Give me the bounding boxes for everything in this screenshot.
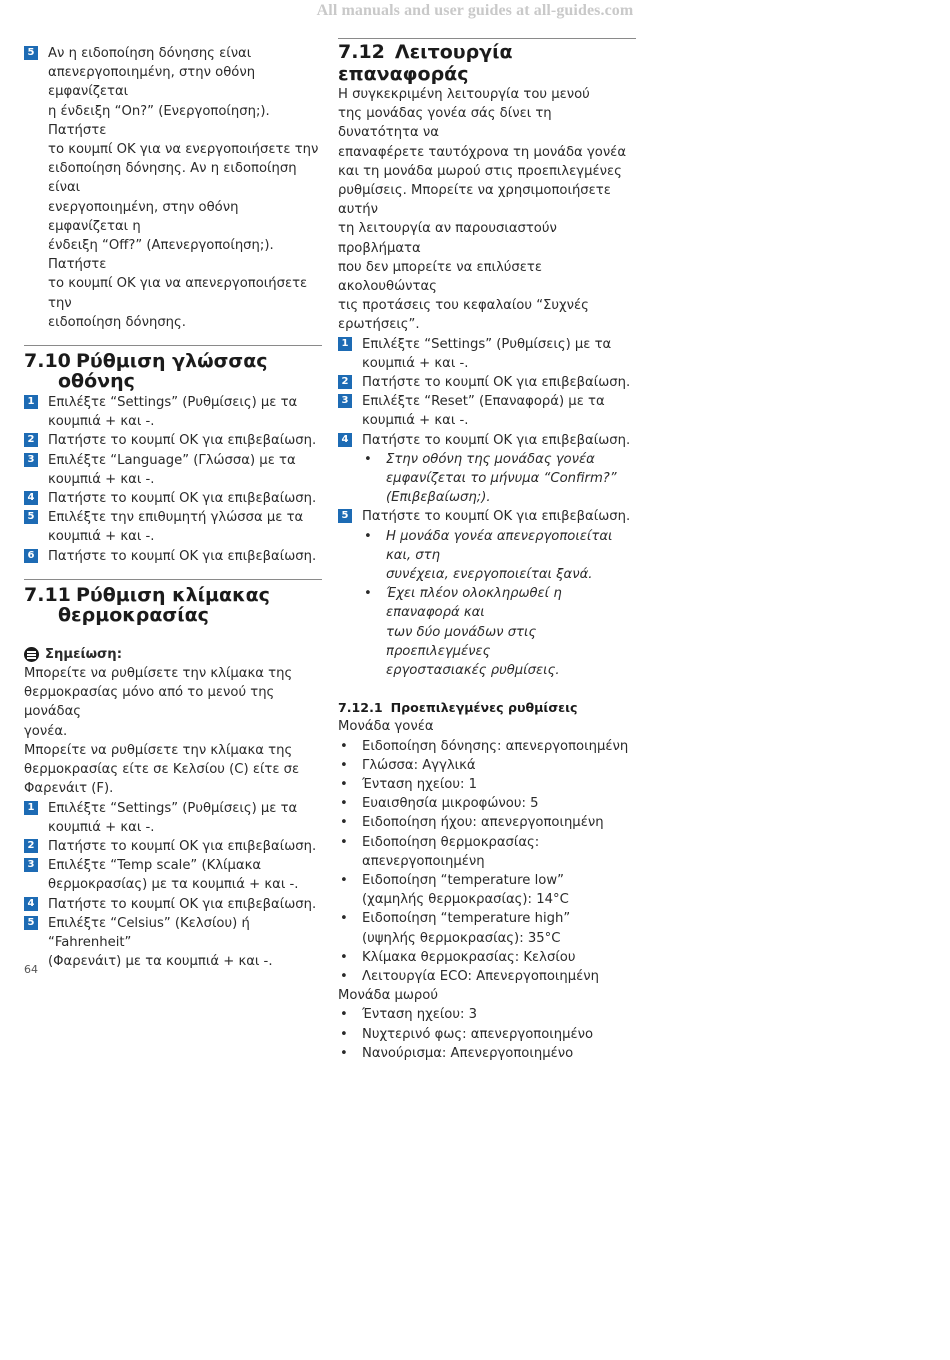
text-line: Ειδοποίηση δόνησης: απενεργοποιημένη (362, 738, 629, 754)
step-number-badge: 4 (24, 491, 38, 505)
list-item (338, 794, 636, 813)
step-item (24, 856, 322, 894)
step-item (338, 335, 636, 373)
text-line: Επιλέξτε “Temp scale” (Κλίμακα (48, 858, 262, 874)
bullet-marker: • (340, 738, 348, 754)
text-line: Νυχτερινό φως: απενεργοποιημένο (362, 1026, 594, 1042)
bullet-marker: • (340, 757, 348, 773)
text-line: κουμπιά + και -. (48, 471, 155, 487)
step-number-badge: 5 (24, 510, 38, 524)
section-title: Λειτουργία επαναφοράς (338, 41, 513, 85)
step-number-badge: 1 (24, 395, 38, 409)
text-line: ερωτήσεις”. (338, 317, 420, 333)
text-line: τη λειτουργία αν παρουσιαστούν προβλήματα (338, 221, 557, 256)
step-number-badge: 5 (24, 916, 38, 930)
step-item (24, 451, 322, 489)
text-line: γονέα. (24, 723, 68, 739)
text-line: Πατήστε το κουμπί OK για επιβεβαίωση. (362, 509, 631, 525)
bullet-marker: • (340, 776, 348, 792)
step-item (24, 895, 322, 914)
list-item (338, 967, 636, 986)
text-line: κουμπιά + και -. (362, 355, 469, 371)
right-column (338, 38, 636, 1063)
text-line: Φαρενάιτ (F). (24, 781, 114, 797)
text-line: ένδειξη “Off?” (Απενεργοποίηση;). Πατήστε (48, 238, 274, 273)
text-line: Λειτουργία ECO: Απενεργοποιημένη (362, 968, 599, 984)
text-line: Ειδοποίηση θερμοκρασίας: (362, 834, 540, 850)
text-line: κουμπιά + και -. (48, 529, 155, 545)
list-item (338, 833, 636, 871)
baby-defaults-list (338, 1005, 636, 1063)
text-line: Αν η ειδοποίηση δόνησης είναι (48, 46, 252, 61)
text-line: των δύο μονάδων στις προεπιλεγμένες (386, 624, 537, 659)
sub-bullet (338, 527, 636, 585)
text-line: Πατήστε το κουμπί OK για επιβεβαίωση. (48, 896, 317, 912)
text-line: απενεργοποιημένη, στην οθόνη εμφανίζεται (48, 65, 256, 100)
bullet-marker: • (340, 1007, 348, 1023)
note-icon (24, 647, 39, 662)
list-item (338, 871, 636, 909)
bullet-marker: • (364, 528, 372, 544)
text-line: θερμοκρασίας είτε σε Κελσίου (C) είτε σε (24, 762, 300, 778)
step-item (338, 431, 636, 450)
steps-list-7-11 (24, 799, 322, 972)
bullet-marker: • (340, 834, 348, 850)
step-number-badge: 3 (24, 858, 38, 872)
text-line: εργοστασιακές ρυθμίσεις. (386, 663, 560, 679)
step-number-badge: 5 (24, 46, 38, 60)
note-heading (24, 645, 322, 664)
section-number: 7.10 (24, 350, 71, 373)
intro-step (24, 44, 322, 332)
step-number-badge: 2 (24, 839, 38, 853)
step-number-badge: 1 (338, 337, 352, 351)
intro-paragraph (338, 85, 636, 335)
list-item (338, 909, 636, 947)
text-line: η ένδειξη “On?” (Ενεργοποίηση;). Πατήστε (48, 103, 270, 138)
text-line: Ένταση ηχείου: 1 (362, 776, 478, 792)
bullet-marker: • (340, 949, 348, 965)
text-line: ειδοποίηση δόνησης. Αν η ειδοποίηση είναι (48, 161, 297, 196)
step-item (24, 508, 322, 546)
section-heading-7-10 (24, 345, 322, 391)
list-item (338, 1005, 636, 1024)
text-line: Πατήστε το κουμπί OK για επιβεβαίωση. (48, 491, 317, 507)
text-line: εμφανίζεται το μήνυμα “Confirm?” (386, 471, 617, 487)
text-line: Ένταση ηχείου: 3 (362, 1007, 478, 1023)
left-column (24, 44, 322, 971)
step-number-badge: 2 (338, 375, 352, 389)
text-line: Πατήστε το κουμπί OK για επιβεβαίωση. (48, 838, 317, 854)
section-title: Ρύθμιση κλίμακας (76, 583, 270, 606)
text-line: Νανούρισμα: Απενεργοποιημένο (362, 1045, 574, 1061)
text-line: θερμοκρασίας) με τα κουμπιά + και -. (48, 877, 299, 893)
text-line: Ευαισθησία μικροφώνου: 5 (362, 796, 539, 812)
step-item (24, 431, 322, 450)
bullet-marker: • (364, 451, 372, 467)
sub-bullet (338, 450, 636, 508)
step-number-badge: 1 (24, 801, 38, 815)
text-line: Επιλέξτε την επιθυμητή γλώσσα με τα (48, 510, 304, 526)
step-number-badge: 6 (24, 549, 38, 563)
step-number-badge: 2 (24, 433, 38, 447)
step-number-badge: 5 (338, 509, 352, 523)
text-line: Επιλέξτε “Celsius” (Κελσίου) ή “Fahrenheit” (48, 915, 250, 950)
text-line: Επιλέξτε “Settings” (Ρυθμίσεις) με τα (48, 800, 298, 816)
step-number-badge: 4 (24, 897, 38, 911)
text-line: Ειδοποίηση “temperature high” (362, 911, 571, 927)
step-number-badge: 4 (338, 433, 352, 447)
steps-list-7-12 (338, 335, 636, 681)
text-line: ρυθμίσεις. Μπορείτε να χρησιμοποιήσετε αυτήν (338, 183, 611, 218)
text-line: Πατήστε το κουμπί OK για επιβεβαίωση. (362, 432, 631, 448)
bullet-marker: • (340, 911, 348, 927)
text-line: και τη μονάδα μωρού στις προεπιλεγμένες (338, 163, 622, 179)
text-line: απενεργοποιημένη (362, 853, 485, 869)
step-item (338, 507, 636, 526)
parent-defaults-list (338, 737, 636, 987)
text-line: θερμοκρασίας μόνο από το μενού της μονάδας (24, 685, 275, 720)
text-line: Μπορείτε να ρυθμίσετε την κλίμακα της (24, 742, 293, 758)
step-item (338, 373, 636, 392)
watermark-banner: All manuals and user guides at all-guides.com (316, 2, 634, 19)
list-item (338, 775, 636, 794)
bullet-marker: • (340, 796, 348, 812)
text-line: Επιλέξτε “Settings” (Ρυθμίσεις) με τα (48, 395, 298, 411)
text-line: Επιλέξτε “Settings” (Ρυθμίσεις) με τα (362, 336, 612, 352)
step-item (24, 837, 322, 856)
text-line: κουμπιά + και -. (362, 413, 469, 429)
text-line: Επιλέξτε “Reset” (Επαναφορά) με τα (362, 394, 605, 410)
section-heading-7-11 (24, 579, 322, 625)
text-line: Κλίμακα θερμοκρασίας: Κελσίου (362, 949, 576, 965)
page-number: 64 (24, 963, 38, 976)
list-item (338, 1044, 636, 1063)
text-line: ειδοποίηση δόνησης. (48, 314, 186, 330)
baby-unit-label: Μονάδα μωρού (338, 988, 438, 1004)
subsection-number: 7.12.1 (338, 700, 383, 716)
text-line: που δεν μπορείτε να επιλύσετε ακολουθώντας (338, 259, 542, 295)
bullet-marker: • (340, 815, 348, 831)
text-line: κουμπιά + και -. (48, 414, 155, 430)
step-item (24, 547, 322, 566)
text-line: κουμπιά + και -. (48, 819, 155, 835)
step-item (338, 392, 636, 430)
text-line: τις προτάσεις του κεφαλαίου “Συχνές (338, 298, 589, 314)
step-item (24, 489, 322, 508)
text-line: (υψηλής θερμοκρασίας): 35°C (362, 930, 561, 946)
bullet-marker: • (340, 872, 348, 888)
section-heading-7-12 (338, 38, 636, 85)
text-line: επαναφέρετε ταυτόχρονα τη μονάδα γονέα (338, 144, 627, 160)
text-line: της μονάδας γονέα σάς δίνει τη δυνατότητα να (338, 106, 552, 141)
subsection-title: Προεπιλεγμένες ρυθμίσεις (390, 700, 578, 716)
bullet-marker: • (364, 586, 372, 602)
text-line: ενεργοποιημένη, στην οθόνη εμφανίζεται η (48, 199, 239, 234)
text-line: συνέχεια, ενεργοποιείται ξανά. (386, 567, 593, 583)
text-line: Η συγκεκριμένη λειτουργία του μενού (338, 87, 590, 102)
sub-bullet (338, 584, 636, 680)
text-line: (χαμηλής θερμοκρασίας): 14°C (362, 892, 569, 908)
step-number-badge: 3 (24, 453, 38, 467)
text-line: (Φαρενάιτ) με τα κουμπιά + και -. (48, 954, 273, 970)
text-line: Η μονάδα γονέα απενεργοποιείται και, στη (386, 528, 613, 563)
text-line: Μπορείτε να ρυθμίσετε την κλίμακα της (24, 666, 293, 682)
list-item (338, 756, 636, 775)
step-item (24, 914, 322, 972)
text-line: Πατήστε το κουμπί OK για επιβεβαίωση. (362, 375, 631, 391)
section-title-continued: θερμοκρασίας (58, 603, 209, 626)
text-line: το κουμπί OK για να ενεργοποιήσετε την (48, 142, 319, 158)
list-item (338, 737, 636, 756)
text-line: το κουμπί OK για να απενεργοποιήσετε την (48, 276, 308, 311)
bullet-marker: • (340, 1045, 348, 1061)
text-line: Επιλέξτε “Language” (Γλώσσα) με τα (48, 452, 296, 468)
step-text (48, 44, 322, 332)
text-line: Έχει πλέον ολοκληρωθεί η επαναφορά και (386, 586, 562, 621)
list-item (338, 1025, 636, 1044)
list-item (338, 948, 636, 967)
step-item (24, 393, 322, 431)
section-title: Ρύθμιση γλώσσας (76, 350, 268, 373)
section-number: 7.12 (338, 41, 385, 63)
step-number-badge: 3 (338, 394, 352, 408)
bullet-marker: • (340, 1026, 348, 1042)
text-line: Γλώσσα: Αγγλικά (362, 757, 476, 773)
note-title: Σημείωση: (45, 646, 122, 662)
text-line: Ειδοποίηση ήχου: απενεργοποιημένη (362, 815, 604, 831)
step-item (24, 799, 322, 837)
section-title-continued: οθόνης (58, 370, 135, 393)
bullet-marker: • (340, 968, 348, 984)
subsection-heading-7-12-1 (338, 698, 636, 717)
section-number: 7.11 (24, 583, 71, 606)
text-line: (Επιβεβαίωση;). (386, 490, 491, 506)
list-item (338, 813, 636, 832)
text-line: Πατήστε το κουμπί OK για επιβεβαίωση. (48, 548, 317, 564)
text-line: Στην οθόνη της μονάδας γονέα (386, 451, 595, 467)
text-line: Ειδοποίηση “temperature low” (362, 872, 564, 888)
note-block (24, 645, 322, 799)
steps-list-7-10 (24, 393, 322, 566)
text-line: Πατήστε το κουμπί OK για επιβεβαίωση. (48, 433, 317, 449)
parent-unit-label: Μονάδα γονέα (338, 719, 434, 735)
